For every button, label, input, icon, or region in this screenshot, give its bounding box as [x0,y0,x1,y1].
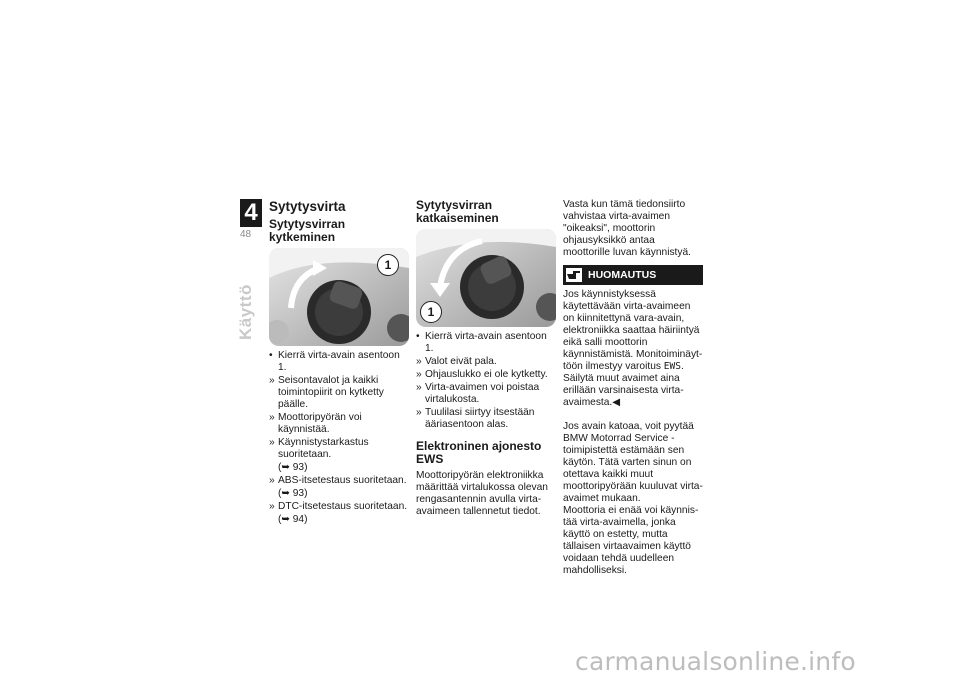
column-ignition-on [269,199,409,527]
ews-warning-code: EWS [663,361,681,372]
section-heading-ews: Elektroninen ajonesto EWS [416,439,542,466]
note-end-paragraph: Säilytä muut avaimet aina erillään varsinaisesta virta-avaimesta.◀ [563,373,684,408]
list-item: • Kierrä virta-avain asentoon 1. [269,350,400,373]
note-header [563,265,703,285]
chapter-number: 4 [240,199,262,227]
page-title: Sytytysvirta [269,199,346,214]
intro-paragraph: Vasta kun tämä tiedonsiirto vahvistaa virta-avaimen "oikeaksi", moottorin ohjausyksikkö antaa moottorille luvan käynnistyä. [563,199,691,258]
list-item: » ABS-itsetestaus suoritetaan. [269,475,407,486]
callout-1: 1 [377,254,399,276]
ignition-off-photo [416,229,556,327]
page-reference: (➥ 93) [278,462,308,473]
list-item: » Virta-avaimen voi poistaa virtalukosta. [416,382,540,405]
page-reference: (➥ 93) [278,488,308,499]
chapter-tab [240,199,262,240]
list-item: » Moottoripyörän voi käynnistää. [269,412,362,435]
note-paragraph: Jos käynnistyksessä käytettävään virta-avaimeen on kiinnitettynä vara-avain, elektroniikka saattaa häiriintyä eikä salli moottorin käynnistämistä. Monitoiminäyttöön ilmestyy varoitus EWS. [563,289,703,372]
column-ignition-off [416,199,556,518]
list-item: » Tuulilasi siirtyy itsestään ääriasentoon alas. [416,407,535,430]
lost-key-paragraph: Jos avain katoaa, voit pyytää BMW Motorrad Service -toimipistettä estämään sen käytön. Tätä varten sinun on otettava kaikki muut moottoripyörään kuuluvat virta-avaimet mukaan. [563,421,703,504]
switch-on-steps [269,350,409,526]
section-heading-switch-off: Sytytysvirran katkaiseminen [416,198,499,225]
page-reference: (➥ 94) [278,514,308,525]
ews-paragraph: Moottoripyörän elektroniikka määrittää virtalukossa olevan rengasantennin avulla virtaavaimeen tallennetut tiedot. [416,470,548,517]
hand-pointer-icon [566,268,582,282]
section-heading-switch-on: Sytytysvirran kytkeminen [269,217,346,244]
lost-key-paragraph-2: Moottoria ei enää voi käynnistää virta-avaimella, jonka käyttö on estetty, mutta tällaisen virtaavaimen käyttö voidaan tehdä uudelleen mahdolliseksi. [563,505,699,576]
list-item: • Kierrä virta-avain asentoon 1. [416,331,547,354]
note-title: HUOMAUTUS [588,269,657,281]
list-item: » Valot eivät pala. [416,356,497,367]
column-ews-notes [563,199,703,577]
list-item: » Käynnistystarkastus suoritetaan. [269,437,369,460]
ignition-on-photo [269,248,409,346]
list-item: » Ohjauslukko ei ole kytketty. [416,369,548,380]
watermark: carmanualsonline.info [575,647,856,676]
switch-off-steps [416,331,556,431]
page-number: 48 [240,229,252,240]
section-label: Käyttö [236,284,255,340]
list-item: » DTC-itsetestaus suoritetaan. [269,501,408,512]
callout-1: 1 [420,301,442,323]
list-item: » Seisontavalot ja kaikki toimintopiirit on kytketty päälle. [269,375,384,410]
